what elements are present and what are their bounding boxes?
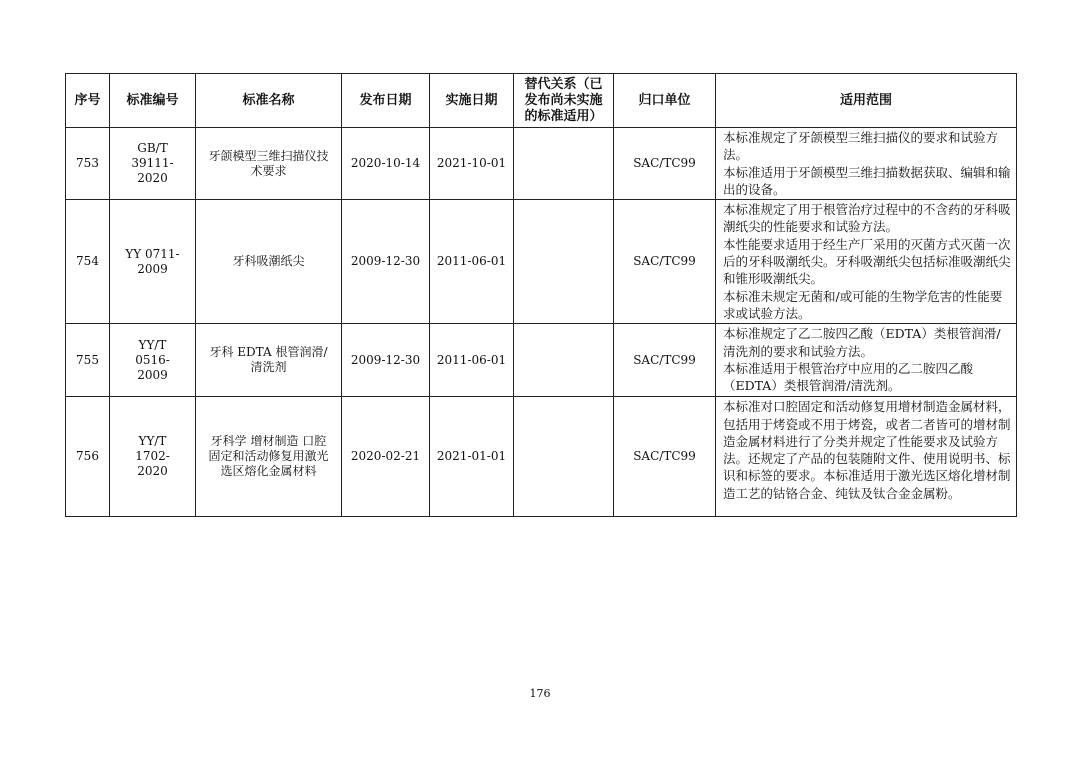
standard-code: YY/T 1702-2020 (110, 397, 196, 517)
scope-paragraph: 本标准对口腔固定和活动修复用增材制造金属材料，包括用于烤瓷或不用于烤瓷，或者二者皆可的增材制造金属材料进行了分类并规定了性能要求及试验方法。还规定了产品的包装随附文件、使用说明书、标识和标签的要求。本标准适用于激光选区熔化增材制造工艺的钴铬合金、纯钛及钛合金金属粉。 (723, 399, 1011, 501)
scope-paragraph: 本标准规定了乙二胺四乙酸（EDTA）类根管润滑/清洗剂的要求和试验方法。 (723, 326, 1001, 359)
standards-table (65, 73, 1017, 517)
replacement (514, 200, 614, 324)
table-row (66, 324, 1017, 397)
publish-date: 2009-12-30 (342, 324, 430, 397)
serial-no: 756 (66, 397, 110, 517)
publish-date: 2009-12-30 (342, 200, 430, 324)
replacement (514, 128, 614, 200)
standard-name: 牙科学 增材制造 口腔固定和活动修复用激光选区熔化金属材料 (196, 397, 342, 517)
scope-paragraph: 本标准规定了牙颌模型三维扫描仪的要求和试验方法。 (723, 130, 999, 163)
responsible-unit: SAC/TC99 (614, 128, 716, 200)
responsible-unit: SAC/TC99 (614, 200, 716, 324)
replacement (514, 397, 614, 517)
scope-cell (716, 200, 1017, 324)
implement-date: 2021-10-01 (430, 128, 514, 200)
header-standard-name: 标准名称 (196, 74, 342, 128)
table-header-row (66, 74, 1017, 128)
header-serial-no: 序号 (66, 74, 110, 128)
scope-paragraph: 本标准适用于根管治疗中应用的乙二胺四乙酸（EDTA）类根管润滑/清洗剂。 (723, 360, 974, 394)
scope-paragraph: 本标准未规定无菌和/或可能的生物学危害的性能要求或试验方法。 (723, 288, 1003, 321)
responsible-unit: SAC/TC99 (614, 324, 716, 397)
serial-no: 754 (66, 200, 110, 324)
standard-code: GB/T 39111-2020 (110, 128, 196, 200)
scope-paragraph: 本标准适用于牙颌模型三维扫描数据获取、编辑和输出的设备。 (723, 164, 1011, 197)
standard-code: YY/T 0516-2009 (110, 324, 196, 397)
publish-date: 2020-10-14 (342, 128, 430, 200)
serial-no: 755 (66, 324, 110, 397)
page-number: 176 (529, 687, 551, 700)
scope-cell (716, 324, 1017, 397)
standard-name: 牙科吸潮纸尖 (196, 200, 342, 324)
header-standard-code: 标准编号 (110, 74, 196, 128)
publish-date: 2020-02-21 (342, 397, 430, 517)
serial-no: 753 (66, 128, 110, 200)
header-replacement: 替代关系（已发布尚未实施的标准适用） (514, 74, 614, 128)
implement-date: 2011-06-01 (430, 324, 514, 397)
table-row (66, 200, 1017, 324)
table-row (66, 397, 1017, 517)
scope-paragraph: 本标准规定了用于根管治疗过程中的不含药的牙科吸潮纸尖的性能要求和试验方法。 (723, 202, 1011, 235)
header-responsible-unit: 归口单位 (614, 74, 716, 128)
responsible-unit: SAC/TC99 (614, 397, 716, 517)
standard-code: YY 0711-2009 (110, 200, 196, 324)
table-row (66, 128, 1017, 200)
header-scope: 适用范围 (716, 74, 1017, 128)
header-implement-date: 实施日期 (430, 74, 514, 128)
header-publish-date: 发布日期 (342, 74, 430, 128)
replacement (514, 324, 614, 397)
standard-name: 牙科 EDTA 根管润滑/清洗剂 (196, 324, 342, 397)
standard-name: 牙颌模型三维扫描仪技术要求 (196, 128, 342, 200)
scope-paragraph: 本性能要求适用于经生产厂采用的灭菌方式灭菌一次后的牙科吸潮纸尖。牙科吸潮纸尖包括标准吸潮纸尖和锥形吸潮纸尖。 (723, 236, 1011, 287)
scope-cell (716, 128, 1017, 200)
scope-cell (716, 397, 1017, 517)
implement-date: 2011-06-01 (430, 200, 514, 324)
implement-date: 2021-01-01 (430, 397, 514, 517)
